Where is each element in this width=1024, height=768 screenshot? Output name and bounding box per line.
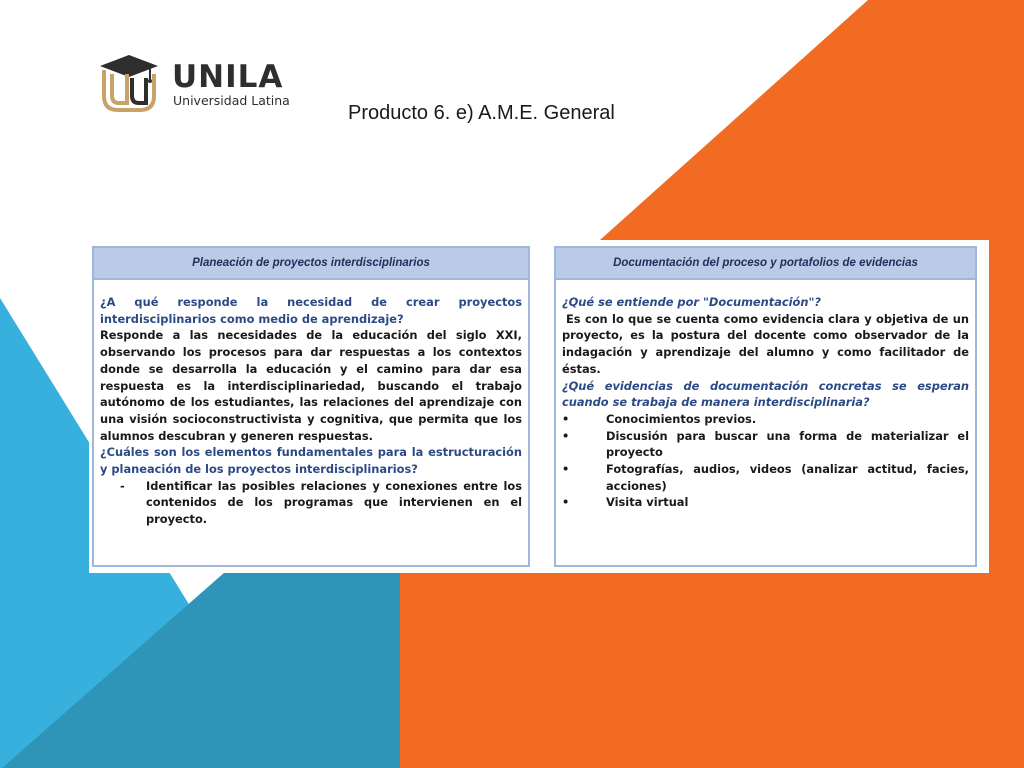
right-question-2: ¿Qué evidencias de documentación concretas se esperan cuando se trabaja de manera interdisciplinaria? bbox=[562, 378, 969, 410]
unila-logo-emblem bbox=[98, 52, 160, 114]
bullet-marker: • bbox=[562, 411, 570, 426]
list-item-text: Fotografías, audios, videos (analizar actitud, facies, acciones) bbox=[606, 462, 969, 493]
bullet-marker: • bbox=[562, 495, 570, 510]
bullet-marker: • bbox=[562, 462, 570, 477]
right-answer-1: Es con lo que se cuenta como evidencia clara y objetiva de un proyecto, es la postura del docente como observador de la indagación y aprendizaje del alumno y como facilitador de éstas. bbox=[562, 311, 969, 376]
dash-marker: - bbox=[120, 478, 125, 493]
left-panel bbox=[92, 246, 530, 567]
left-question-1: ¿A qué responde la necesidad de crear proyectos interdisciplinarios como medio de aprendizaje? bbox=[100, 295, 522, 326]
content-table bbox=[89, 240, 989, 573]
left-panel-body bbox=[94, 280, 528, 528]
right-panel-body bbox=[556, 280, 975, 511]
logo-subtitle: Universidad Latina bbox=[173, 93, 290, 108]
list-item-text: Identificar las posibles relaciones y conexiones entre los contenidos de los programas que intervienen en el proyecto. bbox=[146, 478, 522, 527]
left-panel-header: Planeación de proyectos interdisciplinarios bbox=[94, 248, 528, 280]
bullet-marker: • bbox=[562, 428, 570, 443]
logo-wordmark: UNILA bbox=[172, 59, 284, 95]
right-panel bbox=[554, 246, 977, 567]
list-item bbox=[562, 461, 969, 494]
slide-title: Producto 6. e) A.M.E. General bbox=[348, 102, 615, 124]
left-question-2: ¿Cuáles son los elementos fundamentales para la estructuración y planeación de los proyectos interdisciplinarios? bbox=[100, 445, 522, 477]
left-answer-1: Responde a las necesidades de la educación del siglo XXI, observando los procesos para dar respuestas a los contextos donde se desarrolla la educación y el camino para dar esa respuesta es la interdisciplinariedad, buscando el trabajo autónomo de los estudiantes, las relaciones del aprendizaje con una visión socioconstructivista y cognitiva, que permita que los alumnos descubran y generen respuestas. bbox=[100, 328, 522, 443]
right-question-1: ¿Qué se entiende por "Documentación"? bbox=[562, 295, 822, 309]
list-item-text: Conocimientos previos. bbox=[606, 411, 757, 426]
list-item bbox=[100, 478, 522, 528]
list-item-text: Visita virtual bbox=[606, 495, 689, 510]
right-panel-header: Documentación del proceso y portafolios de evidencias bbox=[556, 248, 975, 280]
list-item bbox=[562, 411, 969, 428]
unila-logo bbox=[98, 52, 298, 118]
list-item-text: Discusión para buscar una forma de materializar el proyecto bbox=[606, 428, 969, 460]
list-item bbox=[562, 494, 969, 511]
list-item bbox=[562, 428, 969, 461]
